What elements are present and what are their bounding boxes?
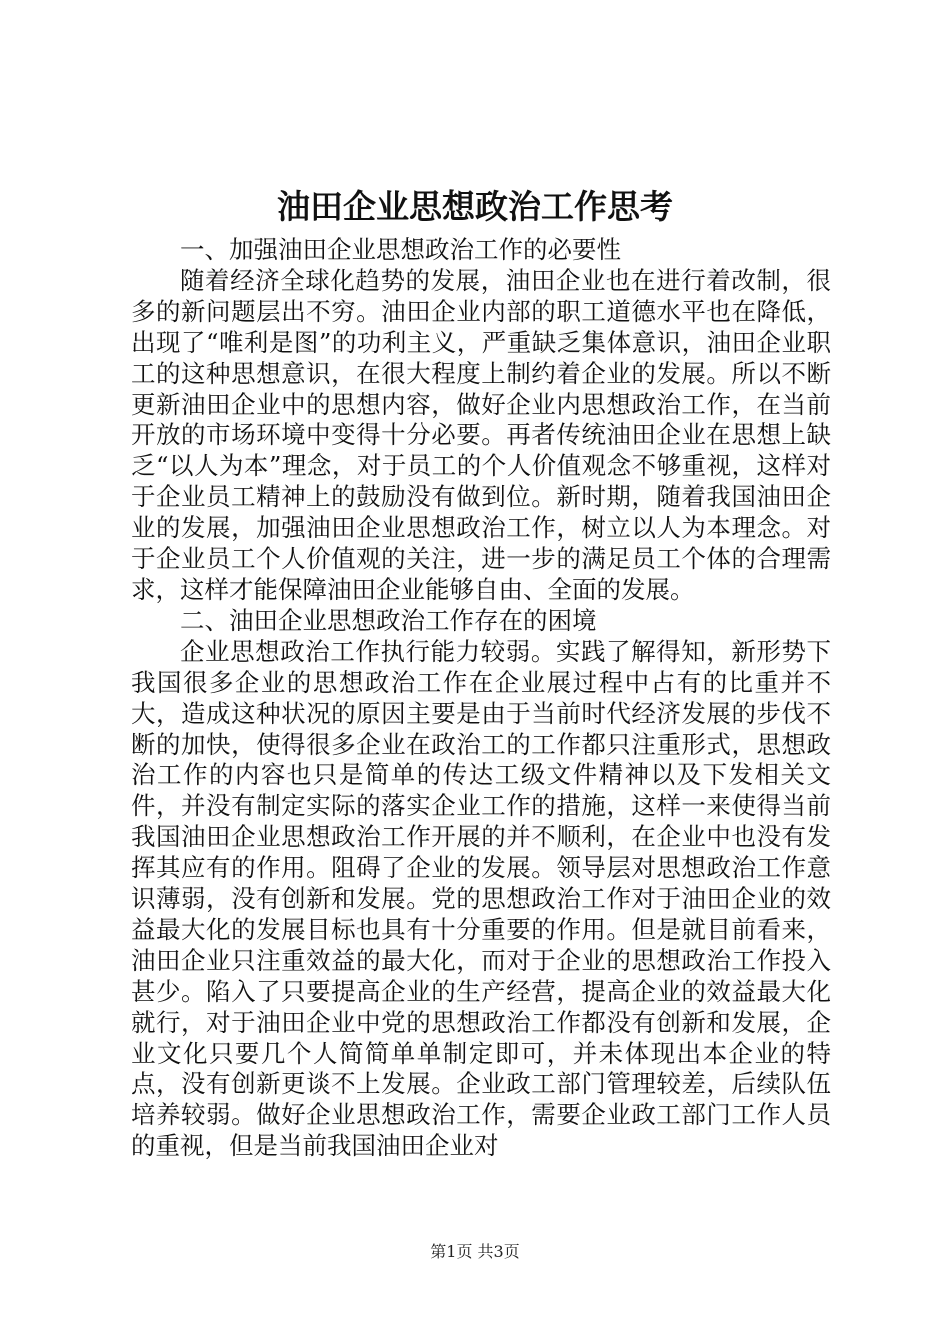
body-paragraph-2: 企业思想政治工作执行能力较弱。实践了解得知，新形势下我国很多企业的思想政治工作在企业展过程中占有的比重并不大，造成这种状况的原因主要是由于当前时代经济发展的步伐不断的加快，使得很多企业在政治工的工作都只注重形式，思想政治工作的内容也只是简单的传达工级文件精神以及下发相关文件，并没有制定实际的落实企业工作的措施，这样一来使得当前我国油田企业思想政治工作开展的并不顺利，在企业中也没有发挥其应有的作用。阻碍了企业的发展。领导层对思想政治工作意识薄弱，没有创新和发展。党的思想政治工作对于油田企业的效益最大化的发展目标也具有十分重要的作用。但是就目前看来，油田企业只注重效益的最大化，而对于企业的思想政治工作投入甚少。陷入了只要提高企业的生产经营，提高企业的效益最大化就行，对于油田企业中党的思想政治工作都没有创新和发展，企业文化只要几个人简简单单制定即可，并未体现出本企业的特点，没有创新更谈不上发展。企业政工部门管理较差，后续队伍培养较弱。做好企业思想政治工作，需要企业政工部门工作人员的重视，但是当前我国油田企业对 <box>131 636 831 1161</box>
section-heading-1: 一、加强油田企业思想政治工作的必要性 <box>180 235 621 264</box>
body-paragraph-1: 随着经济全球化趋势的发展，油田企业也在进行着改制，很多的新问题层出不穷。油田企业内部的职工道德水平也在降低，出现了“唯利是图”的功利主义，严重缺乏集体意识，油田企业职工的这种思想意识，在很大程度上制约着企业的发展。所以不断更新油田企业中的思想内容，做好企业内思想政治工作，在当前开放的市场环境中变得十分必要。再者传统油田企业在思想上缺乏“以人为本”理念，对于员工的个人价值观念不够重视，这样对于企业员工精神上的鼓励没有做到位。新时期，随着我国油田企业的发展，加强油田企业思想政治工作，树立以人为本理念。对于企业员工个人价值观的关注，进一步的满足员工个体的合理需求，这样才能保障油田企业能够自由、全面的发展。 <box>131 265 831 604</box>
document-title: 油田企业思想政治工作思考 <box>277 187 673 226</box>
document-body <box>131 235 831 1162</box>
section-heading-2: 二、油田企业思想政治工作存在的困境 <box>180 605 597 635</box>
page-footer: 第1页 共3页 <box>430 1242 520 1261</box>
